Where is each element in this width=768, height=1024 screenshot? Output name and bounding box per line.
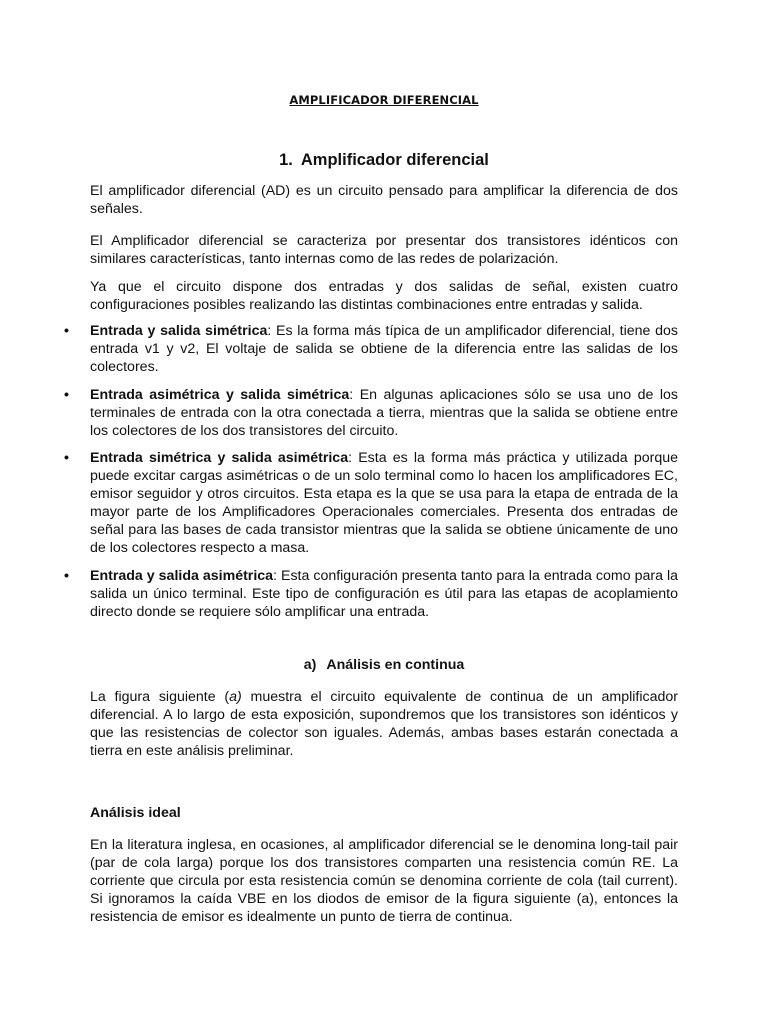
bullet-text: : Esta es la forma más práctica y utilizada porque puede excitar cargas asimétricas o de un solo terminal como lo hacen los amplificadores EC, emisor seguidor y otros circuitos. Esta etapa es la que se usa para la etapa de entrada de la mayor parte de los Amplificadores Operacionales comerciales. Presenta dos entradas de señal para las bases de cada transistor mientras que la salida se obtiene únicamente de uno de los colectores respecto a masa.: [90, 450, 678, 556]
bullet-item: [64, 322, 678, 376]
section-heading: [0, 151, 768, 170]
subsection-heading: [0, 657, 768, 673]
bullet-item: [64, 567, 678, 621]
bullet-icon: •: [64, 323, 69, 339]
bullet-term: Entrada simétrica y salida asimétrica: [90, 450, 349, 466]
bullet-icon: •: [64, 387, 69, 403]
analysis-text-rest: muestra el circuito equivalente de continua de un amplificador diferencial. A lo largo de esta exposición, supondremos que los transistores son idénticos y que las resistencias de colector son iguales. Además, ambas bases estarán conectada a tierra en este análisis preliminar.: [90, 689, 678, 759]
intro-paragraph-1: El amplificador diferencial (AD) es un circuito pensado para amplificar la diferencia de dos señales.: [90, 183, 678, 217]
bullet-term: Entrada asimétrica y salida simétrica: [90, 387, 350, 403]
section-title: Amplificador diferencial: [300, 151, 489, 169]
bullet-item: [64, 386, 679, 440]
bullet-item: [64, 449, 678, 557]
analysis-paragraph: [90, 688, 678, 760]
analysis-text-start: La figura siguiente (: [90, 689, 230, 705]
ideal-analysis-paragraph: En la literatura inglesa, en ocasiones, al amplificador diferencial se le denomina long-tail pair (par de cola larga) porque los dos transistores comparten una resistencia común RE. La corriente que circula por esta resistencia común se denomina corriente de cola (tail current). Si ignoramos la caída VBE en los diodos de emisor de la figura siguiente (a), entonces la resistencia de emisor es idealmente un punto de tierra de continua.: [90, 837, 678, 925]
bullet-term: Entrada y salida simétrica: [90, 323, 268, 339]
figure-reference: a): [229, 689, 242, 705]
document-header: AMPLIFICADOR DIFERENCIAL: [289, 93, 479, 107]
intro-paragraph-2: El Amplificador diferencial se caracteriza por presentar dos transistores idénticos con similares características, tanto internas como de las redes de polarización.: [90, 233, 678, 267]
bullet-icon: •: [64, 450, 69, 466]
bullet-text: : En algunas aplicaciones sólo se usa uno de los terminales de entrada con la otra conectada a tierra, mientras que la salida se obtiene entre los colectores de los dos transistores del circuito.: [90, 387, 679, 439]
section-number: 1.: [279, 151, 293, 169]
ideal-analysis-heading: Análisis ideal: [90, 805, 181, 821]
bullet-text: : Es la forma más típica de un amplificador diferencial, tiene dos entrada v1 y v2, El voltaje de salida se obtiene de la diferencia entre las salidas de los colectores.: [90, 323, 678, 375]
subsection-title: Análisis en continua: [326, 657, 465, 673]
intro-paragraph-3: Ya que el circuito dispone dos entradas y dos salidas de señal, existen cuatro configuraciones posibles realizando las distintas combinaciones entre entradas y salida.: [90, 279, 678, 313]
bullet-icon: •: [64, 568, 69, 584]
bullet-term: Entrada y salida asimétrica: [90, 568, 274, 584]
bullet-text: : Esta configuración presenta tanto para la entrada como para la salida un único terminal. Este tipo de configuración es útil para las etapas de acoplamiento directo donde se requiere sólo amplificar una entrada.: [90, 568, 678, 620]
subsection-number: a): [303, 657, 317, 673]
